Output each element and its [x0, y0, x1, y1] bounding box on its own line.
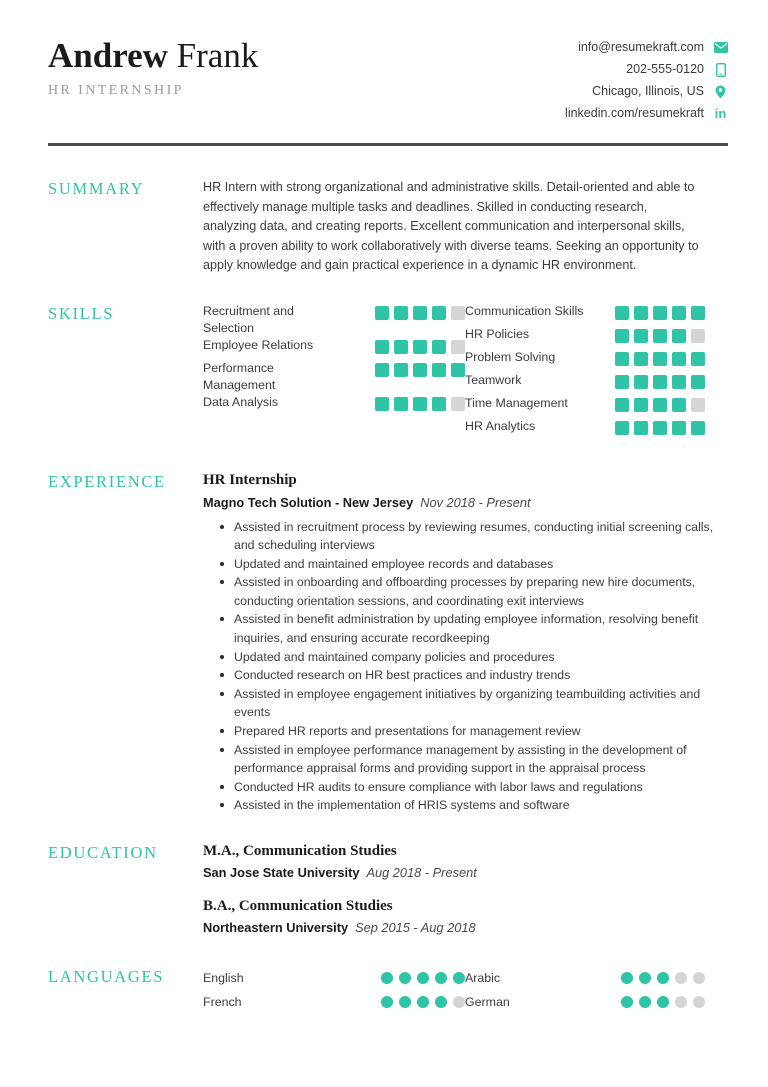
education-degree: M.A., Communication Studies: [203, 843, 397, 859]
rating-mark-filled: [615, 306, 629, 320]
rating-mark-filled: [691, 352, 705, 366]
rating-mark-filled: [691, 375, 705, 389]
education-degree: B.A., Communication Studies: [203, 898, 393, 914]
experience-bullet: Prepared HR reports and presentations for management review: [220, 722, 728, 741]
skill-label: Employee Relations: [203, 337, 314, 352]
rating-mark-empty: [693, 972, 705, 984]
rating-mark-filled: [634, 329, 648, 343]
rating-mark-filled: [432, 306, 446, 320]
contact-email[interactable]: [578, 40, 728, 55]
experience-bullet: Updated and maintained employee records and databases: [220, 555, 728, 574]
skill-label: Data Analysis: [203, 394, 279, 409]
education-heading: EDUCATION: [48, 843, 158, 862]
rating-mark-filled: [381, 996, 393, 1008]
rating-mark-filled: [634, 398, 648, 412]
contact-phone[interactable]: [626, 62, 728, 77]
rating-mark-filled: [657, 972, 669, 984]
experience-dates: Nov 2018 - Present: [420, 494, 531, 510]
rating-mark-filled: [394, 306, 408, 320]
skill-row: [465, 326, 705, 349]
education-meta: [203, 919, 728, 936]
identity-block: [48, 34, 258, 99]
rating-mark-filled: [432, 363, 446, 377]
experience-job-title: HR Internship: [203, 471, 297, 488]
rating-mark-filled: [432, 340, 446, 354]
skill-rating: [375, 337, 465, 354]
rating-mark-filled: [615, 421, 629, 435]
experience-bullet: Assisted in employee performance management by assisting in the development of performance appraisal forms and providing support in the appraisal process: [220, 741, 728, 778]
language-label: French: [203, 995, 242, 1009]
rating-mark-filled: [453, 972, 465, 984]
rating-mark-filled: [653, 352, 667, 366]
rating-mark-filled: [621, 972, 633, 984]
rating-mark-filled: [375, 397, 389, 411]
rating-mark-filled: [413, 340, 427, 354]
education-item: [203, 842, 728, 881]
rating-mark-filled: [435, 972, 447, 984]
education-section: [48, 842, 728, 936]
rating-mark-filled: [413, 306, 427, 320]
experience-bullet: Assisted in onboarding and offboarding processes by preparing new hire documents, conducting orientation sessions, and coordinating exit interviews: [220, 573, 728, 610]
linkedin-icon: in: [714, 106, 727, 121]
experience-heading: EXPERIENCE: [48, 471, 166, 491]
languages-left-column: [203, 966, 465, 1014]
rating-mark-filled: [394, 397, 408, 411]
language-label: English: [203, 971, 244, 985]
rating-mark-filled: [432, 397, 446, 411]
rating-mark-filled: [653, 306, 667, 320]
education-school: San Jose State University: [203, 865, 360, 880]
language-rating: [621, 972, 705, 984]
rating-mark-filled: [394, 340, 408, 354]
language-row: [203, 990, 465, 1014]
rating-mark-filled: [451, 363, 465, 377]
first-name: Andrew: [48, 36, 168, 75]
education-item: [203, 897, 728, 936]
rating-mark-filled: [399, 996, 411, 1008]
rating-mark-filled: [672, 398, 686, 412]
language-label: German: [465, 995, 510, 1009]
skill-row: [203, 337, 465, 360]
skill-rating: [615, 372, 705, 389]
skill-label: Time Management: [465, 395, 568, 410]
rating-mark-filled: [615, 329, 629, 343]
contact-linkedin-text: linkedin.com/resumekraft: [565, 106, 704, 120]
education-meta: [203, 864, 728, 881]
rating-mark-filled: [653, 375, 667, 389]
experience-bullet: Conducted research on HR best practices and industry trends: [220, 666, 728, 685]
skill-rating: [615, 395, 705, 412]
skill-rating: [615, 326, 705, 343]
rating-mark-empty: [451, 306, 465, 320]
rating-mark-filled: [375, 363, 389, 377]
experience-bullet: Assisted in benefit administration by updating employee information, resolving benefit inquiries, and ensuring accurate recordkeeping: [220, 610, 728, 647]
education-body: [203, 842, 728, 936]
skill-rating: [615, 349, 705, 366]
rating-mark-filled: [634, 421, 648, 435]
rating-mark-filled: [417, 972, 429, 984]
contact-location-text: Chicago, Illinois, US: [592, 84, 704, 98]
rating-mark-empty: [693, 996, 705, 1008]
skills-section: [48, 303, 728, 441]
rating-mark-filled: [615, 352, 629, 366]
skill-row: [203, 360, 465, 394]
skill-rating: [615, 303, 705, 320]
contact-list: [565, 34, 728, 121]
envelope-icon: [713, 40, 728, 55]
skill-rating: [375, 394, 465, 411]
rating-mark-filled: [634, 375, 648, 389]
languages-right-column: [465, 966, 705, 1014]
rating-mark-filled: [639, 996, 651, 1008]
skill-row: [203, 394, 465, 417]
language-row: [465, 966, 705, 990]
language-row: [465, 990, 705, 1014]
skill-row: [465, 303, 705, 326]
rating-mark-empty: [451, 397, 465, 411]
rating-mark-filled: [672, 306, 686, 320]
education-dates: Aug 2018 - Present: [366, 865, 477, 880]
experience-bullet: Conducted HR audits to ensure compliance with labor laws and regulations: [220, 778, 728, 797]
summary-text: HR Intern with strong organizational and administrative skills. Detail-oriented and able to effectively manage multiple tasks and deadlines. Skilled in conducting research, analyzing data, and creating reports. Excellent communication and interpersonal skills, with a proven ability to work collaboratively with diverse teams. Seeking an opportunity to apply knowledge and gain practical experience in a dynamic HR environment.: [203, 180, 699, 272]
education-school: Northeastern University: [203, 920, 349, 935]
rating-mark-filled: [672, 352, 686, 366]
full-name: [48, 36, 258, 76]
rating-mark-empty: [675, 996, 687, 1008]
rating-mark-filled: [375, 340, 389, 354]
header-divider: [48, 143, 728, 146]
rating-mark-filled: [639, 972, 651, 984]
last-name: Frank: [176, 36, 259, 75]
rating-mark-filled: [399, 972, 411, 984]
skill-row: [465, 349, 705, 372]
rating-mark-filled: [621, 996, 633, 1008]
skills-left-column: [203, 303, 465, 441]
language-rating: [621, 996, 705, 1008]
experience-bullet: Assisted in employee engagement initiatives by organizing teambuilding activities and events: [220, 685, 728, 722]
skills-body: [203, 303, 728, 441]
language-rating: [381, 996, 465, 1008]
language-label: Arabic: [465, 971, 501, 985]
languages-section: [48, 966, 728, 1014]
rating-mark-filled: [413, 363, 427, 377]
rating-mark-filled: [672, 329, 686, 343]
location-pin-icon: [713, 84, 728, 99]
skill-row: [465, 418, 705, 441]
rating-mark-filled: [375, 306, 389, 320]
experience-meta: [203, 494, 728, 511]
language-rating: [381, 972, 465, 984]
skill-row: [465, 372, 705, 395]
skill-row: [465, 395, 705, 418]
summary-section: [48, 178, 728, 276]
skill-label: Communication Skills: [465, 303, 584, 318]
rating-mark-filled: [653, 398, 667, 412]
skill-label: HR Policies: [465, 326, 530, 341]
rating-mark-filled: [657, 996, 669, 1008]
rating-mark-filled: [381, 972, 393, 984]
skill-rating: [375, 360, 465, 377]
language-row: [203, 966, 465, 990]
skill-rating: [375, 303, 465, 320]
rating-mark-filled: [634, 352, 648, 366]
rating-mark-filled: [413, 397, 427, 411]
experience-bullet-list: [203, 518, 728, 816]
contact-email-text: info@resumekraft.com: [578, 40, 704, 54]
education-dates: Sep 2015 - Aug 2018: [355, 920, 476, 935]
rating-mark-filled: [691, 421, 705, 435]
languages-heading: LANGUAGES: [48, 967, 165, 986]
rating-mark-empty: [675, 972, 687, 984]
resume-header: [48, 34, 728, 121]
contact-linkedin[interactable]: [565, 106, 728, 121]
rating-mark-filled: [615, 398, 629, 412]
rating-mark-filled: [615, 375, 629, 389]
skill-row: [203, 303, 465, 337]
summary-heading: SUMMARY: [48, 179, 145, 198]
rating-mark-filled: [435, 996, 447, 1008]
experience-bullet: Assisted in recruitment process by reviewing resumes, conducting initial screening calls, and scheduling interviews: [220, 518, 728, 555]
experience-company: Magno Tech Solution - New Jersey: [203, 494, 414, 510]
rating-mark-filled: [634, 306, 648, 320]
contact-location: [592, 84, 728, 99]
skill-label: Problem Solving: [465, 349, 556, 364]
skill-label: Recruitment and Selection: [203, 303, 294, 335]
skill-label: HR Analytics: [465, 418, 536, 433]
skill-label: Teamwork: [465, 372, 522, 387]
rating-mark-filled: [417, 996, 429, 1008]
rating-mark-empty: [451, 340, 465, 354]
languages-body: [203, 966, 728, 1014]
contact-phone-text: 202-555-0120: [626, 62, 704, 76]
experience-body: [203, 471, 728, 816]
rating-mark-filled: [653, 329, 667, 343]
rating-mark-empty: [453, 996, 465, 1008]
rating-mark-filled: [672, 375, 686, 389]
skills-right-column: [465, 303, 705, 441]
experience-item: [203, 471, 728, 816]
summary-body: [203, 178, 728, 276]
skill-rating: [615, 418, 705, 435]
experience-bullet: Updated and maintained company policies and procedures: [220, 648, 728, 667]
skill-label: Performance Management: [203, 360, 276, 392]
rating-mark-filled: [394, 363, 408, 377]
rating-mark-filled: [691, 306, 705, 320]
experience-section: [48, 471, 728, 816]
rating-mark-empty: [691, 398, 705, 412]
header-job-title: HR INTERNSHIP: [48, 83, 184, 98]
rating-mark-filled: [672, 421, 686, 435]
experience-bullet: Assisted in the implementation of HRIS systems and software: [220, 796, 728, 815]
rating-mark-filled: [653, 421, 667, 435]
skills-heading: SKILLS: [48, 303, 115, 323]
phone-icon: [713, 62, 728, 77]
rating-mark-empty: [691, 329, 705, 343]
